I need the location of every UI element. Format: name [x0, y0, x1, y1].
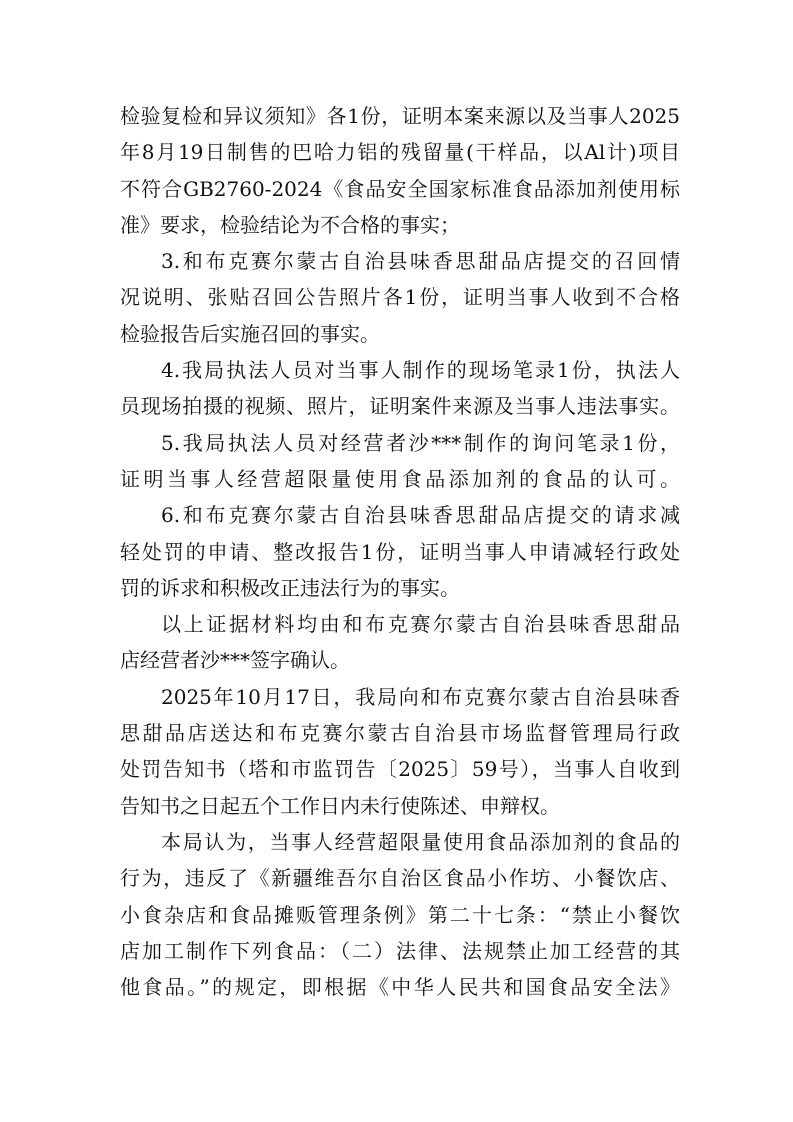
text-line: 他食品。”的规定，即根据《中华人民共和国食品安全法》 — [120, 975, 680, 1000]
text-line: 处罚告知书（塔和市监罚告〔2025〕59号），当事人自收到 — [120, 757, 680, 782]
text-line: 罚的诉求和积极改正违法行为的事实。 — [120, 575, 460, 600]
text-line: 思甜品店送达和布克赛尔蒙古自治县市场监督管理局行政 — [120, 721, 680, 746]
text-line: 况说明、张贴召回公告照片各1份，证明当事人收到不合格 — [120, 285, 680, 310]
paragraph-6-line: 6.和布克赛尔蒙古自治县味香思甜品店提交的请求减 — [161, 503, 680, 528]
text-line: 不符合GB2760-2024《食品安全国家标准食品添加剂使用标 — [120, 176, 680, 201]
text-line: 行为，违反了《新疆维吾尔自治区食品小作坊、小餐饮店、 — [120, 866, 680, 891]
text-line: 店经营者沙***签字确认。 — [120, 648, 350, 673]
text-line: 检验报告后实施召回的事实。 — [120, 321, 380, 346]
text-line: 证明当事人经营超限量使用食品添加剂的食品的认可。 — [120, 466, 680, 491]
text-line: 轻处罚的申请、整改报告1份，证明当事人申请减轻行政处 — [120, 539, 680, 564]
paragraph-4-line: 4.我局执法人员对当事人制作的现场笔录1份，执法人 — [161, 358, 680, 383]
ruling-paragraph-line: 本局认为，当事人经营超限量使用食品添加剂的食品的 — [161, 829, 680, 854]
text-line: 员现场拍摄的视频、照片，证明案件来源及当事人违法事实。 — [120, 394, 680, 419]
paragraph-5-line: 5.我局执法人员对经营者沙***制作的询问笔录1份， — [161, 430, 680, 455]
evidence-confirmation-line: 以上证据材料均由和布克赛尔蒙古自治县味香思甜品 — [161, 612, 680, 637]
text-line: 准》要求，检验结论为不合格的事实； — [120, 212, 460, 237]
paragraph-3-line: 3.和布克赛尔蒙古自治县味香思甜品店提交的召回情 — [161, 249, 680, 274]
text-line: 店加工制作下列食品：（二）法律、法规禁止加工经营的其 — [120, 938, 680, 963]
text-line: 年8月19日制售的巴哈力铝的残留量(干样品，以Al计)项目 — [120, 140, 680, 165]
text-line: 小食杂店和食品摊贩管理条例》第二十七条：“禁止小餐饮 — [120, 902, 680, 927]
document-body — [120, 98, 680, 1005]
text-line: 告知书之日起五个工作日内未行使陈述、申辩权。 — [120, 793, 560, 818]
notice-paragraph-line: 2025年10月17日，我局向和布克赛尔蒙古自治县味香 — [161, 684, 680, 709]
text-line: 检验复检和异议须知》各1份，证明本案来源以及当事人2025 — [120, 104, 680, 128]
